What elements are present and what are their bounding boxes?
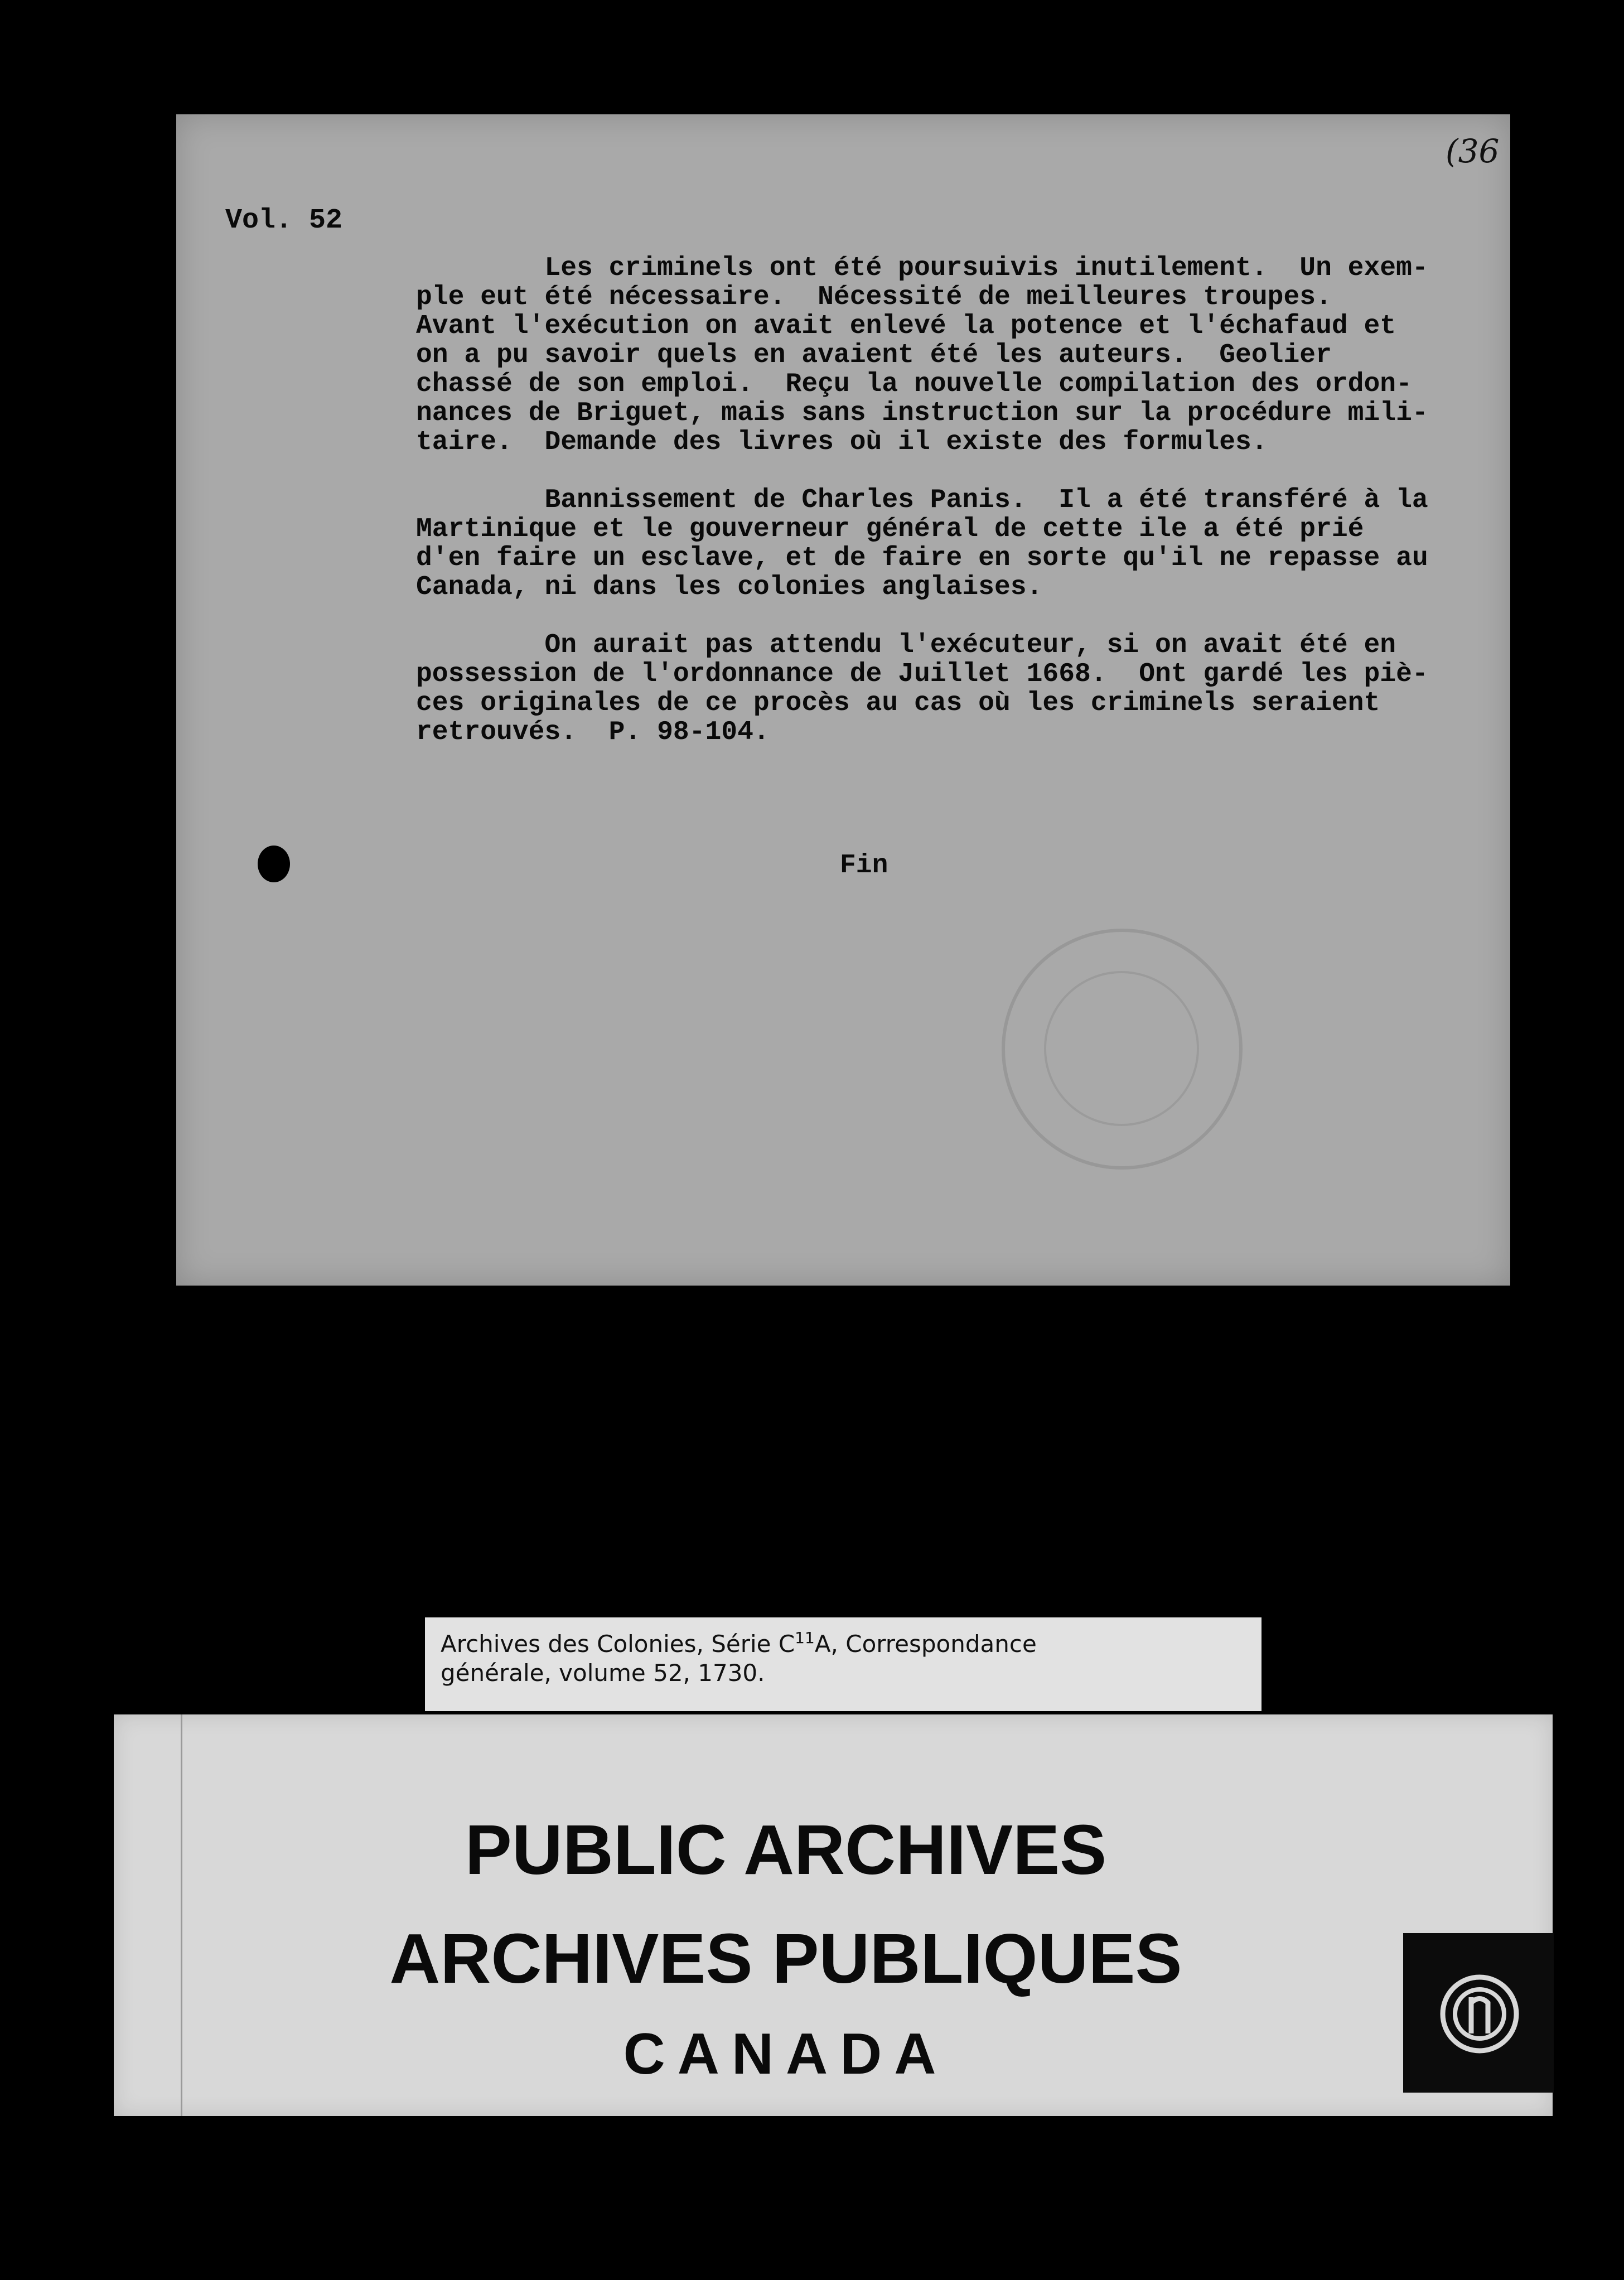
typed-document-page xyxy=(176,114,1510,1286)
card-title-english: PUBLIC ARCHIVES xyxy=(465,1810,1107,1889)
closing-text: Fin xyxy=(840,851,888,881)
document-body xyxy=(416,254,1476,776)
page-number-annotation: (36 xyxy=(1446,132,1500,170)
card-country: CANADA xyxy=(623,2022,949,2086)
caption-line-2: générale, volume 52, 1730. xyxy=(441,1659,765,1687)
paragraph-2: Bannissement de Charles Panis. Il a été transféré à la Martinique et le gouverneur général de cette ile a été prié d'en faire un esclave, et de faire en sorte qu'il ne repasse au Canada, ni dans les colonies anglaises. xyxy=(416,485,1428,602)
caption-line-1: Archives des Colonies, Série $C^{11}A$, Correspondance xyxy=(441,1629,1037,1658)
punch-hole xyxy=(258,846,290,882)
paragraph-1: Les criminels ont été poursuivis inutilement. Un exem- ple eut été nécessaire. Nécessité de meilleures troupes. Avant l'exécution on avait enlevé la potence et l'échafaud et on a pu savoir quels en avaient été les auteurs. Geolier chassé de son emploi. Reçu la nouvelle compilation des ordon- nances de Briguet, mais sans instruction sur la procédure mili- taire. Demande des livres où il existe des formules. xyxy=(416,253,1428,457)
volume-label: Vol. 52 xyxy=(225,205,343,236)
emblem-box xyxy=(1403,1933,1554,2093)
archive-caption-label xyxy=(425,1617,1262,1711)
caption-superscript: 11 xyxy=(795,1629,815,1647)
paragraph-3: On aurait pas attendu l'exécuteur, si on avait été en possession de l'ordonnance de Juillet 1668. Ont gardé les piè- ces originales de ce procès au cas où les criminels seraient retrouvés. P. 98-104. xyxy=(416,630,1428,747)
faded-stamp-mark xyxy=(1002,929,1243,1170)
card-title-french: ARCHIVES PUBLIQUES xyxy=(389,1919,1182,1998)
public-archives-card xyxy=(114,1714,1553,2116)
public-archives-logo-icon xyxy=(1438,1972,1521,2056)
